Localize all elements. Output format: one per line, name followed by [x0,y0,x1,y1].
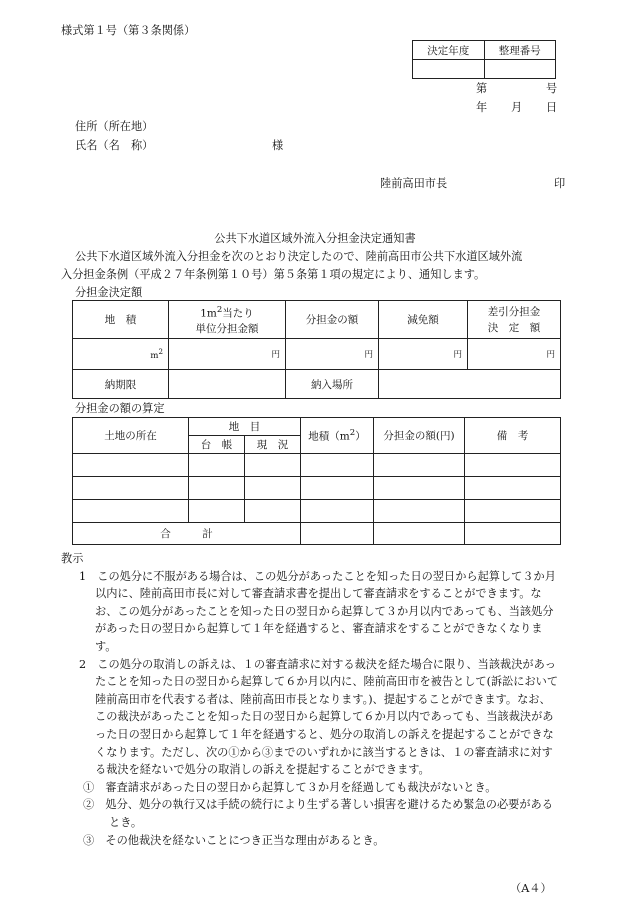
instructions [61,550,561,849]
instruction-item-2: 2 この処分の取消しの訴えは、１の審査請求に対する裁決を経た場合に限り、当該裁決があったことを知った日の翌日から起算して６か月以内に、陸前高田市を被告として(訴訟において陸前高田市を代表する者は、陸前高田市長となります。)、提起することができます。なお、この裁決があったことを知った日の翌日から起算して６か月以内であっても、当該裁決があった日の翌日から起算して１年を経過すると、処分の取消しの訴えを提起することができなくなります。ただし、次の①から③までのいずれかに該当するときは、１の審査請求に対する裁決を経ないで処分の取消しの訴えを提起することができます。 [79,657,559,777]
table-row [73,454,561,477]
date-day: 日 [546,101,558,114]
seal-mark: 印 [554,177,566,190]
exemption-value-cell[interactable]: 円 [379,339,468,370]
section1-label: 分担金決定額 [75,286,143,299]
reference-number-header: 整理番号 [484,41,556,60]
header-land-area: 地積$(m^2)$ [301,418,374,454]
instruction-subitem-1: ① 審査請求があった日の翌日から起算して３か月を経過しても裁決がないとき。 [83,780,497,794]
instruction-subitem-2: ② 処分、処分の執行又は手続の続行により生ずる著しい損害を避けるため緊急の必要があるとき。 [83,798,553,829]
header-unit-amount: $1m^2$当たり 単位分担金額 [169,301,286,339]
name-label: 氏名（名 称） [75,139,154,152]
header-land-category: 地 目 [189,418,301,436]
address-label: 住所（所在地） [75,120,154,133]
date-year: 年 [476,101,488,114]
header-actual: 現 況 [245,436,301,454]
header-net-amount: 差引分担金 決 定 額 [468,301,561,339]
reference-table [412,40,556,79]
form-number: 様式第１号（第３条関係） [61,24,196,37]
number-go: 号 [546,82,558,95]
header-remarks: 備 考 [465,418,561,454]
decision-year-header: 決定年度 [413,41,485,60]
unit-amount-value-cell[interactable]: 円 [169,339,286,370]
payment-place-label: 納入場所 [286,370,379,399]
area-value-cell[interactable]: $m^2$ [73,339,169,370]
instruction-subitem-3: ③ その他裁決を経ないことにつき正当な理由があるとき。 [83,833,385,847]
date-month: 月 [511,101,523,114]
due-date-label: 納期限 [73,370,169,399]
number-dai: 第 [476,82,488,95]
table-row [73,477,561,500]
reference-number-cell[interactable] [484,60,556,79]
header-area: 地 積 [73,301,169,339]
honorific: 様 [272,139,284,152]
header-location: 土地の所在 [73,418,189,454]
charge-decision-table [72,300,561,399]
body-line-1: 公共下水道区域外流入分担金を次のとおり決定したので、陸前高田市公共下水道区域外流 [75,250,523,263]
total-area[interactable] [301,523,374,545]
total-amount[interactable] [374,523,465,545]
instructions-heading: 教示 [61,552,84,565]
header-register: 台 帳 [189,436,245,454]
payment-place-value[interactable] [379,370,561,399]
header-charge-amount: 分担金の額 [286,301,379,339]
total-row [73,523,561,545]
charge-amount-value-cell[interactable]: 円 [286,339,379,370]
instruction-item-1: 1 この処分に不服がある場合は、この処分があったことを知った日の翌日から起算して３か月以内に、陸前高田市長に対して審査請求書を提出して審査請求をすることができます。なお、この処分があったことを知った日の翌日から起算して３か月以内であっても、当該処分があった日の翌日から起算して１年を経過すると、審査請求をすることができなくなります。 [79,569,556,653]
total-label: 合 計 [73,523,301,545]
issuer-name: 陸前高田市長 [380,177,448,190]
due-date-value[interactable] [169,370,286,399]
decision-year-cell[interactable] [413,60,485,79]
net-amount-value-cell[interactable]: 円 [468,339,561,370]
header-calc-amount: 分担金の額(円) [374,418,465,454]
paper-size: （A４） [510,882,552,895]
table-row [73,500,561,523]
body-line-2: 入分担金条例（平成２７年条例第１０号）第５条第１項の規定により、通知します。 [61,268,486,281]
section2-label: 分担金の額の算定 [75,402,165,415]
header-exemption: 減免額 [379,301,468,339]
document-title: 公共下水道区域外流入分担金決定通知書 [214,232,416,245]
total-remarks[interactable] [465,523,561,545]
charge-calculation-table [72,417,561,545]
